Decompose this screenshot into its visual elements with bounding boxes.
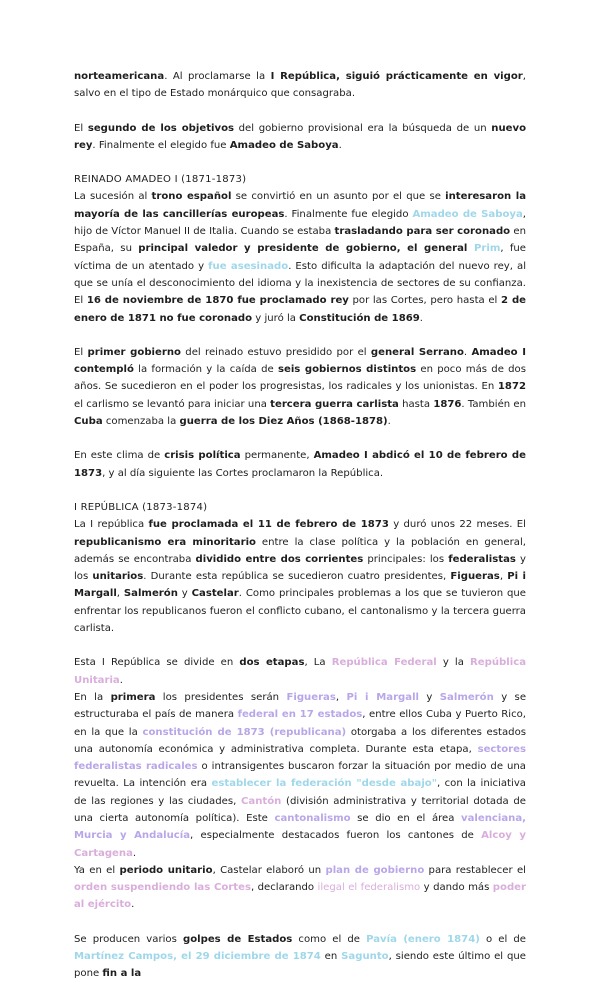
paragraph-abdication: En este clima de crisis política permanente, Amadeo I abdicó el 10 de febrero de 1873, y al día siguiente las Cortes proclamaron la República. [74, 450, 526, 479]
paragraph-constitution-end: norteamericana. Al proclamarse la I República, siguió prácticamente en vigor, salvo en el tipo de Estado monárquico que consagraba. [74, 71, 526, 100]
paragraph-republic-proclaimed: La I república fue proclamada el 11 de febrero de 1873 y duró unos 22 meses. El republicanismo era minoritario entre la clase política y la población en general, además se encontraba dividido entre dos corrientes principales: los federalistas y los unitarios. Durante esta república se sucedieron cuatro presidentes, Figueras, Pi i Margall, Salmerón y Castelar. Como principales problemas a los que se tuvieron que enfrentar los republicanos fueron el conflicto cubano, el cantonalismo y la tercera guerra carlista. [74, 519, 527, 635]
paragraph-succession: La sucesión al trono español se convirtió en un asunto por el que se interesaron la mayoría de las cancillerías europeas. Finalmente fue elegido Amadeo de Saboya, hijo de Víctor Manuel II de Italia. Cuando se estaba trasladando para ser coronado en España, su principal valedor y presidente de gobierno, el general Prim, fue víctima de un atentado y fue asesinado. Esto dificulta la adaptación del nuevo rey, al que se unía el desconocimiento del idioma y la inexistencia de sectores de su confianza. El 16 de noviembre de 1870 fue proclamado rey por las Cortes, pero hasta el 2 de enero de 1871 no fue coronado y juró la Constitución de 1869. [74, 191, 527, 324]
paragraph-coups: Se producen varios golpes de Estados como el de Pavía (enero 1874) o el de Martínez Campos, el 29 diciembre de 1874 en Sagunto, siendo este último el que pone fin a la [74, 933, 526, 980]
paragraph-federal-stage: En la primera los presidentes serán Figueras, Pi i Margall y Salmerón y se estructuraba el país de manera federal en 17 estados, entre ellos Cuba y Puerto Rico, en la que la constitución de 1873 (republicana) otorgaba a los diferentes estados una autonomía económica y administrativa completa. Durante esta etapa, sectores federalistas radicales o intransigentes buscaron forzar la situación por medio de una revuelta. La intención era establecer la federación "desde abajo", con la iniciativa de las regiones y las ciudades, Cantón (división administrativa y territorial dotada de una cierta autonomía política). Este cantonalismo se dio en el área valenciana, Murcia y Andalucía, especialmente destacados fueron los cantones de Alcoy y Cartagena. [74, 691, 527, 859]
paragraph-second-objective: El segundo de los objetivos del gobierno provisional era la búsqueda de un nuevo rey. Finalmente el elegido fue Amadeo de Saboya. [74, 122, 526, 151]
section-heading-republic: I REPÚBLICA (1873-1874) [74, 501, 208, 513]
paragraph-two-stages: Esta I República se divide en dos etapas, La República Federal y la República Unitaria. [74, 657, 527, 686]
paragraph-first-government: El primer gobierno del reinado estuvo presidido por el general Serrano. Amadeo I contempló la formación y la caída de seis gobiernos distintos en poco más de dos años. Se sucedieron en el poder los progresistas, los radicales y los unionistas. En 1872 el carlismo se levantó para iniciar una tercera guerra carlista hasta 1876. También en Cuba comenzaba la guerra de los Diez Años (1868-1878). [74, 346, 527, 428]
document-page [74, 68, 526, 983]
section-heading-amadeo: REINADO AMADEO I (1871-1873) [74, 174, 247, 186]
paragraph-unitary-period: Ya en el periodo unitario, Castelar elaboró un plan de gobierno para restablecer el orden suspendiendo las Cortes, declarando ilegal el federalismo y dando más poder al ejército. [74, 864, 526, 911]
